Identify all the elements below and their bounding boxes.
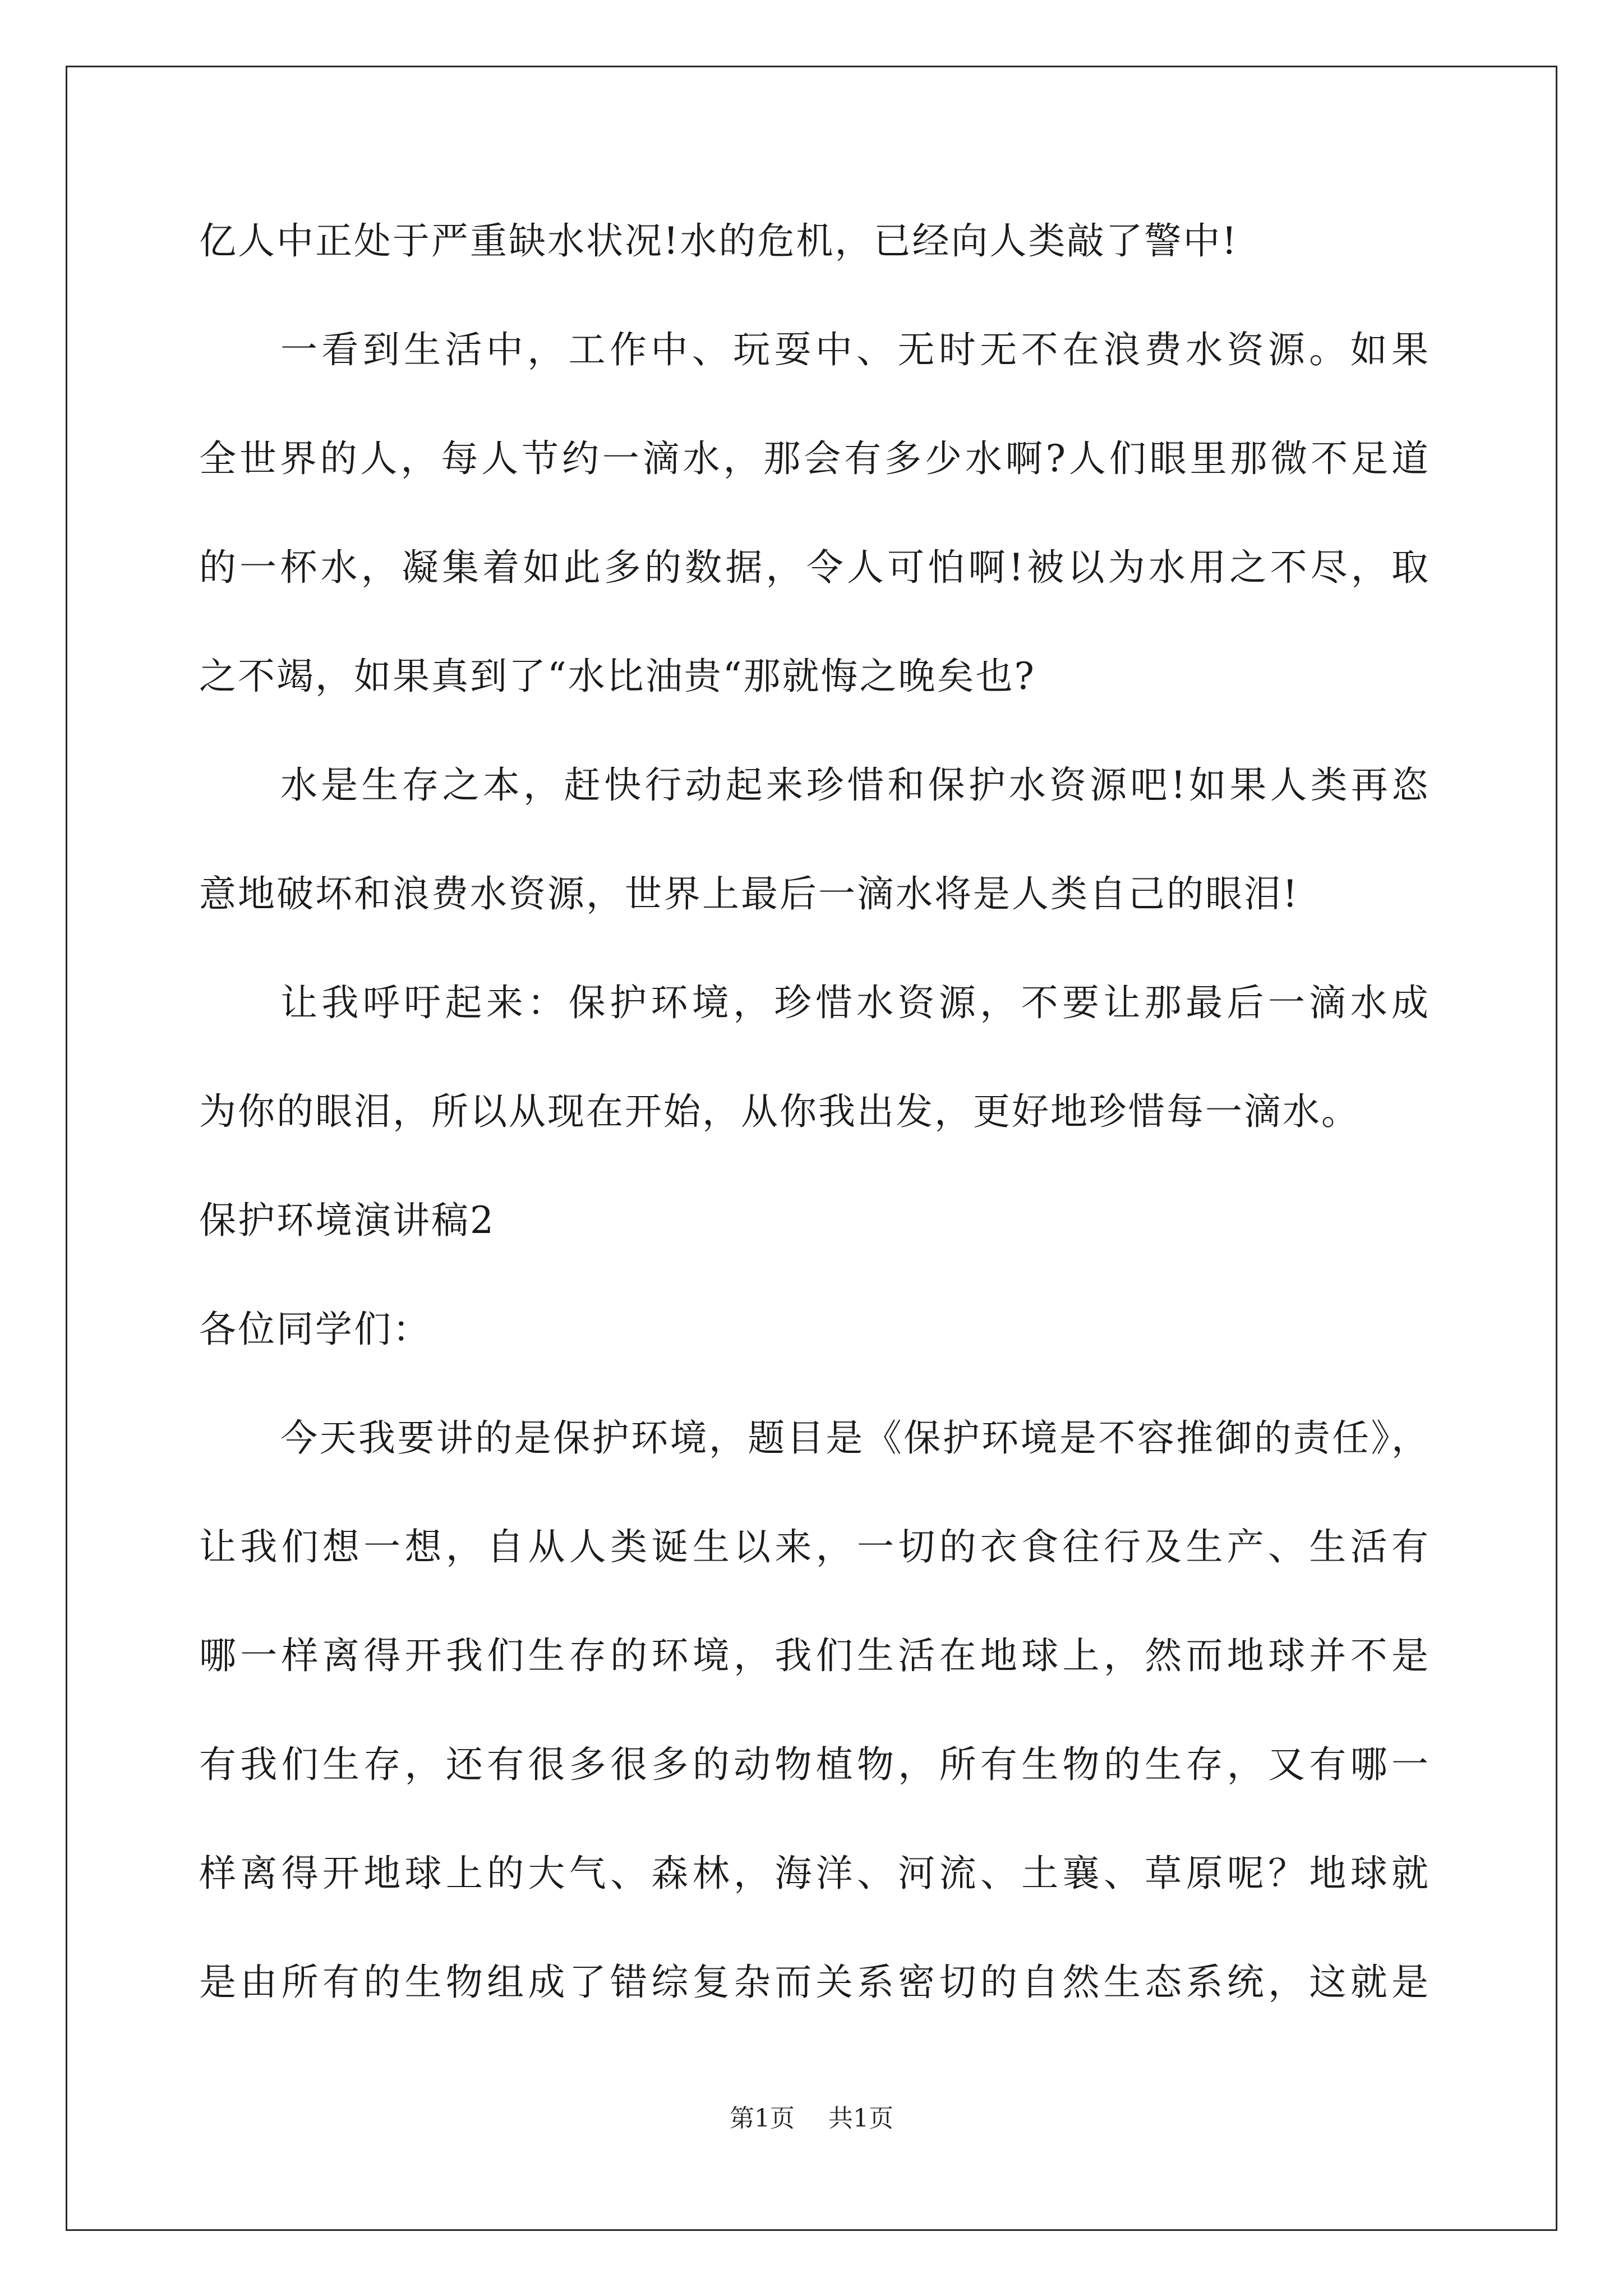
- page-total: 共1页: [828, 2104, 893, 2133]
- page-number: 第1页: [730, 2104, 795, 2133]
- text-line-9: 为你的眼泪，所以从现在开始，从你我出发，更好地珍惜每一滴水。: [199, 1090, 1360, 1133]
- salutation: 各位同学们：: [199, 1308, 431, 1351]
- text-line-1: 亿人中正处于严重缺水状况!水的危机，已经向人类敲了警中!: [199, 219, 1239, 263]
- text-line-5: 之不竭，如果真到了“水比油贵“那就悔之晚矣也?: [199, 655, 1036, 698]
- text-line-17: 是由所有的生物组成了错综复杂而关系密切的自然生态系统，这就是: [199, 1961, 1430, 2004]
- page-footer: [0, 2098, 1623, 2134]
- text-line-2: 一看到生活中，工作中、玩耍中、无时无不在浪费水资源。如果: [280, 328, 1430, 371]
- text-line-4: 的一杯水，凝集着如此多的数据，令人可怕啊!被以为水用之不尽，取: [199, 546, 1430, 589]
- section-heading: 保护环境演讲稿2: [199, 1199, 495, 1242]
- text-line-3: 全世界的人，每人节约一滴水，那会有多少水啊?人们眼里那微不足道: [199, 437, 1430, 480]
- text-line-8: 让我呼吁起来：保护环境，珍惜水资源，不要让那最后一滴水成: [280, 981, 1430, 1024]
- text-line-15: 有我们生存，还有很多很多的动物植物，所有生物的生存，又有哪一: [199, 1743, 1430, 1786]
- text-line-7: 意地破坏和浪费水资源，世界上最后一滴水将是人类自己的眼泪!: [199, 872, 1299, 915]
- text-line-14: 哪一样离得开我们生存的环境，我们生活在地球上，然而地球并不是: [199, 1634, 1430, 1677]
- text-line-16: 样离得开地球上的大气、森林，海洋、河流、土襄、草原呢？地球就: [199, 1852, 1430, 1895]
- text-line-12: 今天我要讲的是保护环境，题目是《保护环境是不容推御的责任》，: [280, 1416, 1430, 1460]
- text-line-6: 水是生存之本，赶快行动起来珍惜和保护水资源吧!如果人类再恣: [280, 763, 1430, 807]
- text-line-13: 让我们想一想，自从人类诞生以来，一切的衣食往行及生产、生活有: [199, 1525, 1430, 1568]
